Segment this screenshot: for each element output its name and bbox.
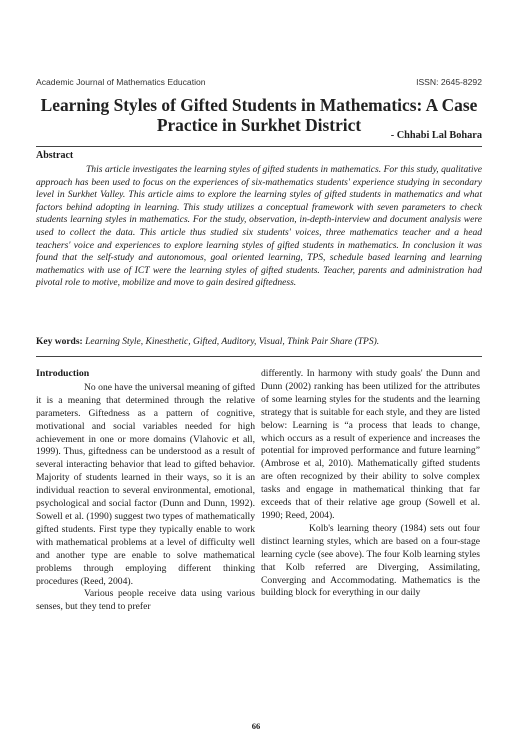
divider xyxy=(36,356,482,357)
journal-name: Academic Journal of Mathematics Education xyxy=(36,77,206,87)
abstract-heading: Abstract xyxy=(36,150,74,161)
divider xyxy=(36,146,482,147)
right-column xyxy=(261,368,480,600)
left-column xyxy=(36,368,255,614)
paragraph: Kolb's learning theory (1984) sets out four distinct learning styles, which are based on a four-stage learning cycle (see above). The four Kolb learning styles that Kolb referred are Diverging, Assimilating, Converging and Accommodating. Mathematics is the building block for everything in our daily xyxy=(261,522,480,599)
keywords-label: Key words: xyxy=(36,337,83,347)
paragraph: No one have the universal meaning of gifted it is a meaning that determined through the relative parameters. Giftedness as a pattern of cognitive, motivational and social variables needed for high achievement in one or more domains (Vlahovic et all, 1999). Thus, giftedness can be understood as a result of several interacting behavior that lead to gifted behavior. Majority of students learned in their ways, so it is an individual reaction to several environmental, emotional, psychological and social factor (Dunn and Dunn, 1992). Sowell et al. (1990) suggest two types of mathematically gifted students. First type they typically enable to work with mathematical problems at a level of difficulty well and another type are enable to solve mathematical problems through employing different thinking procedures (Reed, 2004). xyxy=(36,381,255,587)
keywords-text: Learning Style, Kinesthetic, Gifted, Auditory, Visual, Think Pair Share (TPS). xyxy=(85,337,380,347)
abstract-body: This article investigates the learning styles of gifted students in mathematics. For this study, qualitative approach has been used to focus on the experiences of six-mathematics students' experience studying in secondary level in Surkhet Valley. This article aims to explore the learning styles of gifted students in mathematics and what factors behind adopting in learning. This study utilizes a conceptual framework with seven parameters to check students learning styles in mathematics. For the study, observation, in-depth-interview and document analysis were used to collect the data. This article thus studied six students' voices, three mathematics teacher and a head teachers' voice and experiences to explore learning styles of gifted students in mathematics. In conclusion it was found that the self-study and autonomous, goal oriented learning, TPS, schedule based learning and learning mathematics with use of ICT were the learning styles of gifted students. Teacher, parents and administration had pivotal role to motive, mobilize and move to gain desired giftedness. xyxy=(36,164,482,289)
paragraph: differently. In harmony with study goals' the Dunn and Dunn (2002) ranking has been utilized for the attributes of some learning styles for the students and the learning strategy that is suitable for each style, and they are listed below: Learning is “a process that leads to change, which occurs as a result of experience and increases the potential for improved performance and future learning” (Ambrose et al, 2010). Mathematically gifted students are often recognized by their ability to solve complex tasks and engage in mathematical thinking that far exceeds that of their relative age group (Sowell et al. 1990; Reed, 2004). xyxy=(261,368,480,521)
issn: ISSN: 2645-8292 xyxy=(416,77,482,87)
paragraph: Various people receive data using various senses, but they tend to prefer xyxy=(36,588,255,613)
author-name: - Chhabi Lal Bohara xyxy=(390,130,482,141)
paper-title: Learning Styles of Gifted Students in Mathematics: A Case Practice in Surkhet District xyxy=(40,95,478,135)
page-number: 66 xyxy=(251,721,261,731)
running-header xyxy=(36,77,482,91)
keywords xyxy=(36,336,482,348)
section-heading-introduction: Introduction xyxy=(36,368,90,379)
